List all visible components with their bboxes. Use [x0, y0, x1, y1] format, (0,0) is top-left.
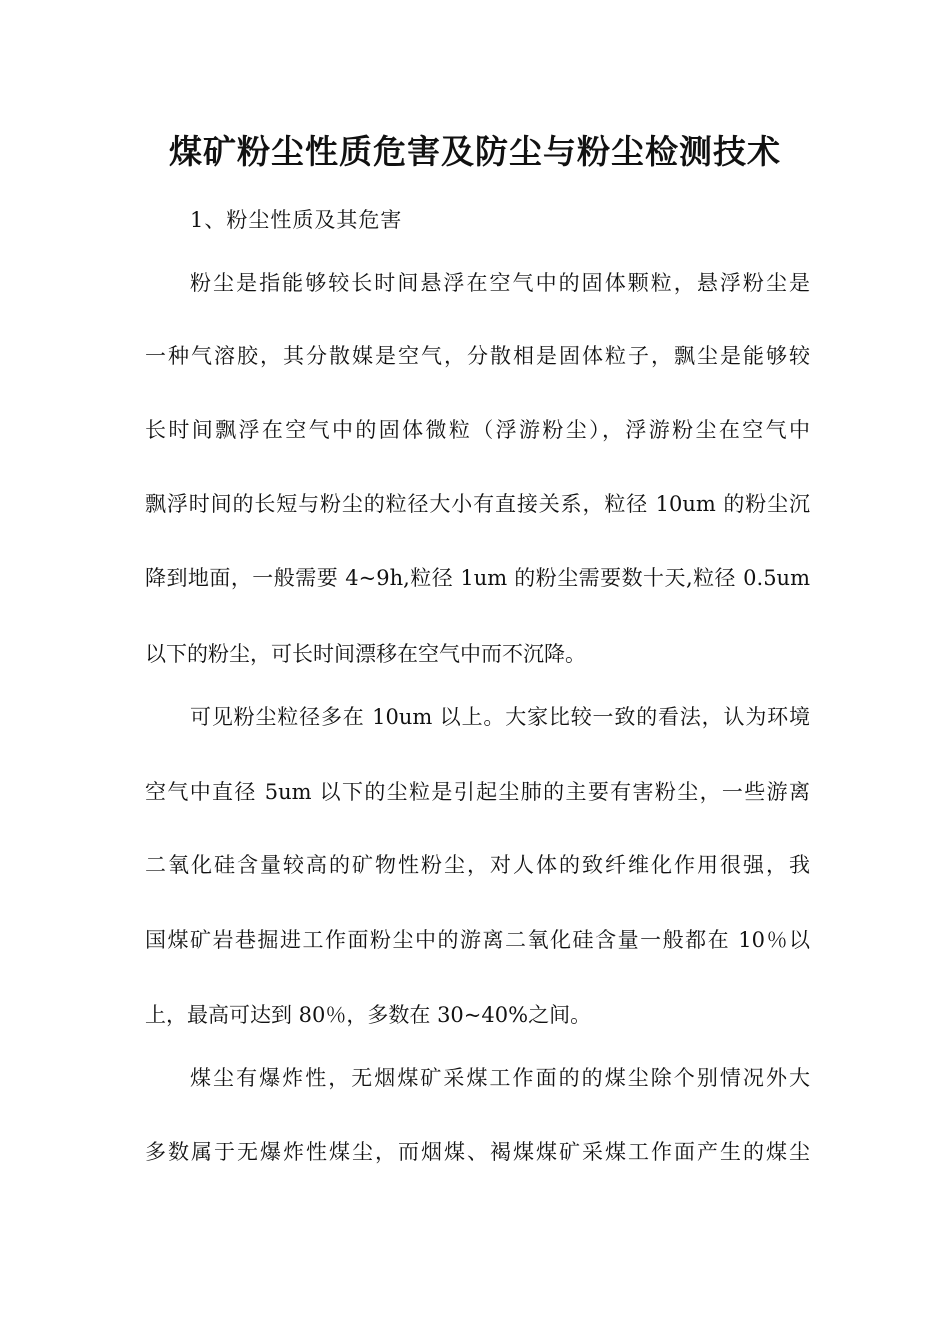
paragraph-line: 煤尘有爆炸性，无烟煤矿采煤工作面的的煤尘除个别情况外大	[190, 1066, 810, 1090]
paragraph-line: 一种气溶胶，其分散媒是空气，分散相是固体粒子，飘尘是能够较	[145, 344, 810, 368]
section-heading: 1、粉尘性质及其危害	[190, 208, 403, 232]
paragraph-line: 国煤矿岩巷掘进工作面粉尘中的游离二氧化硅含量一般都在 10％以	[145, 928, 810, 952]
paragraph-line: 长时间飘浮在空气中的固体微粒（浮游粉尘），浮游粉尘在空气中	[145, 418, 810, 442]
paragraph-line: 二氧化硅含量较高的矿物性粉尘，对人体的致纤维化作用很强，我	[145, 853, 810, 877]
document-title: 煤矿粉尘性质危害及防尘与粉尘检测技术	[169, 132, 781, 171]
paragraph-line: 空气中直径 5um 以下的尘粒是引起尘肺的主要有害粉尘，一些游离	[145, 780, 810, 804]
paragraph-line: 可见粉尘粒径多在 10um 以上。大家比较一致的看法，认为环境	[190, 705, 810, 729]
paragraph-line: 多数属于无爆炸性煤尘，而烟煤、褐煤煤矿采煤工作面产生的煤尘	[145, 1140, 810, 1164]
paragraph-line: 粉尘是指能够较长时间悬浮在空气中的固体颗粒，悬浮粉尘是	[190, 271, 810, 295]
paragraph-line: 上，最高可达到 80％，多数在 30~40%之间。	[145, 1003, 592, 1027]
paragraph-line: 降到地面，一般需要 4~9h,粒径 1um 的粉尘需要数十天,粒径 0.5um	[145, 566, 810, 590]
paragraph-line: 飘浮时间的长短与粉尘的粒径大小有直接关系，粒径 10um 的粉尘沉	[145, 492, 810, 516]
paragraph-line: 以下的粉尘，可长时间漂移在空气中而不沉降。	[145, 642, 586, 666]
